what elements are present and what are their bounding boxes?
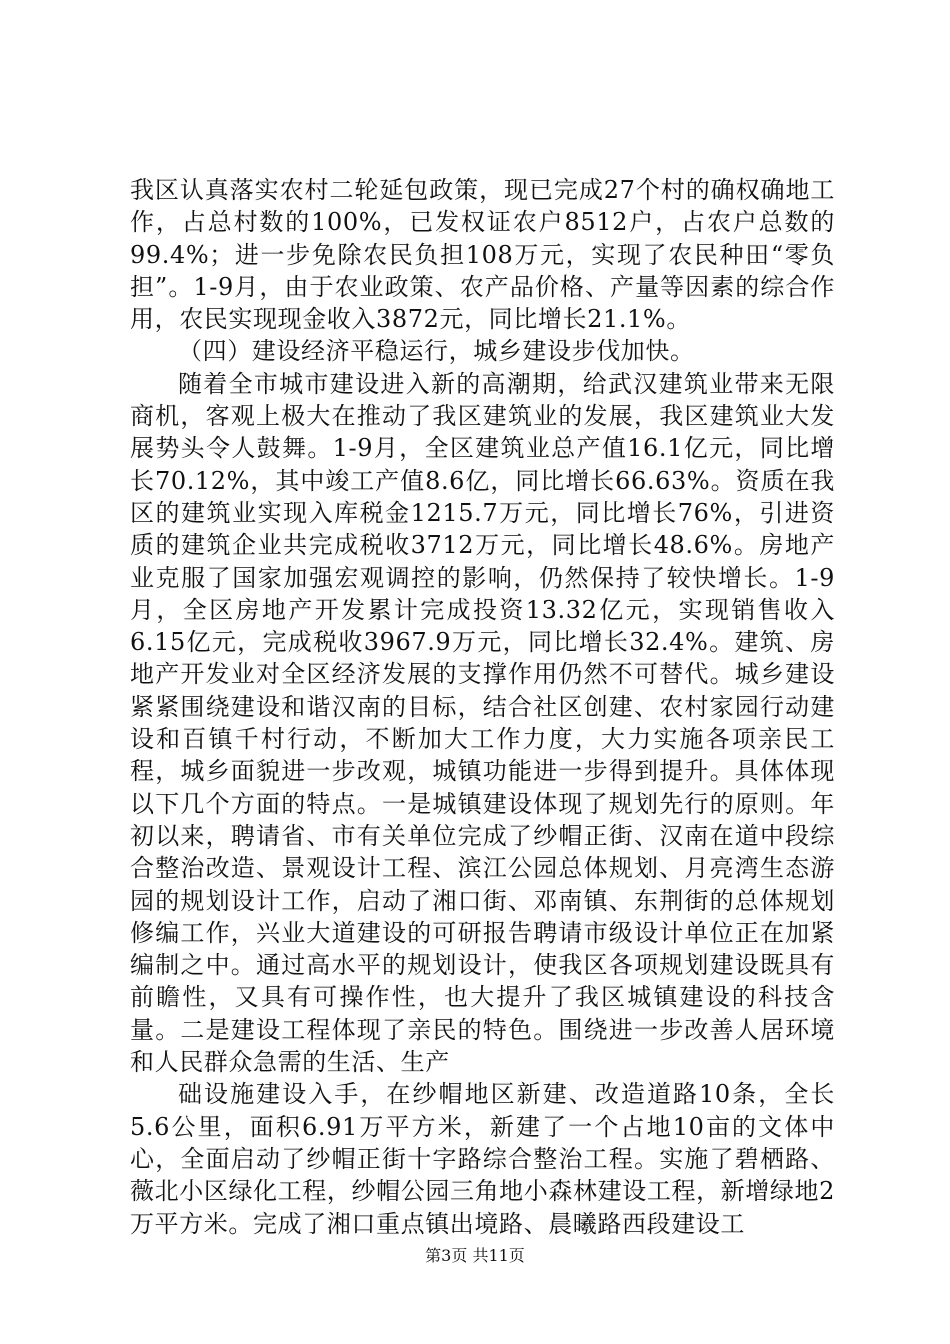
paragraph-rural-land-rights: 我区认真落实农村二轮延包政策，现已完成27个村的确权确地工作，占总村数的100%，已发权证农户8512户，占农户总数的99.4%；进一步免除农民负担108万元，实现了农民种田“零负担”。1-9月，由于农业政策、农产品价格、产量等因素的综合作用，农民实现现金收入3872元，同比增长21.1%。 (130, 176, 835, 334)
section-heading-construction: （四）建设经济平稳运行，城乡建设步伐加快。 (178, 337, 695, 366)
paragraph-construction-economy: 随着全市城市建设进入新的高潮期，给武汉建筑业带来无限商机，客观上极大在推动了我区建筑业的发展，我区建筑业大发展势头令人鼓舞。1-9月，全区建筑业总产值16.1亿元，同比增长70.12%，其中竣工产值8.6亿，同比增长66.63%。资质在我区的建筑业实现入库税金1215.7万元，同比增长76%，引进资质的建筑企业共完成税收3712万元，同比增长48.6%。房地产业克服了国家加强宏观调控的影响，仍然保持了较快增长。1-9月，全区房地产开发累计完成投资13.32亿元，实现销售收入6.15亿元，完成税收3967.9万元，同比增长32.4%。建筑、房地产开发业对全区经济发展的支撑作用仍然不可替代。城乡建设紧紧围绕建设和谐汉南的目标，结合社区创建、农村家园行动建设和百镇千村行动，不断加大工作力度，大力实施各项亲民工程，城乡面貌进一步改观，城镇功能进一步得到提升。具体体现以下几个方面的特点。一是城镇建设体现了规划先行的原则。年初以来，聘请省、市有关单位完成了纱帽正街、汉南在道中段综合整治改造、景观设计工程、滨江公园总体规划、月亮湾生态游园的规划设计工作，启动了湘口街、邓南镇、东荆街的总体规划修编工作，兴业大道建设的可研报告聘请市级设计单位正在加紧编制之中。通过高水平的规划设计，使我区各项规划建设既具有前瞻性，又具有可操作性，也大提升了我区城镇建设的科技含量。二是建设工程体现了亲民的特色。围绕进一步改善人居环境和人民群众急需的生活、生产 (130, 369, 835, 1077)
paragraph-infrastructure: 础设施建设入手，在纱帽地区新建、改造道路10条，全长5.6公里，面积6.91万平方米，新建了一个占地10亩的文体中心，全面启动了纱帽正街十字路综合整治工程。实施了碧栖路、薇北小区绿化工程，纱帽公园三角地小森林建设工程，新增绿地2万平方米。完成了湘口重点镇出境路、晨曦路西段建设工 (130, 1080, 835, 1238)
document-body (130, 174, 835, 1240)
page-number-footer: 第3页 共11页 (425, 1246, 525, 1265)
